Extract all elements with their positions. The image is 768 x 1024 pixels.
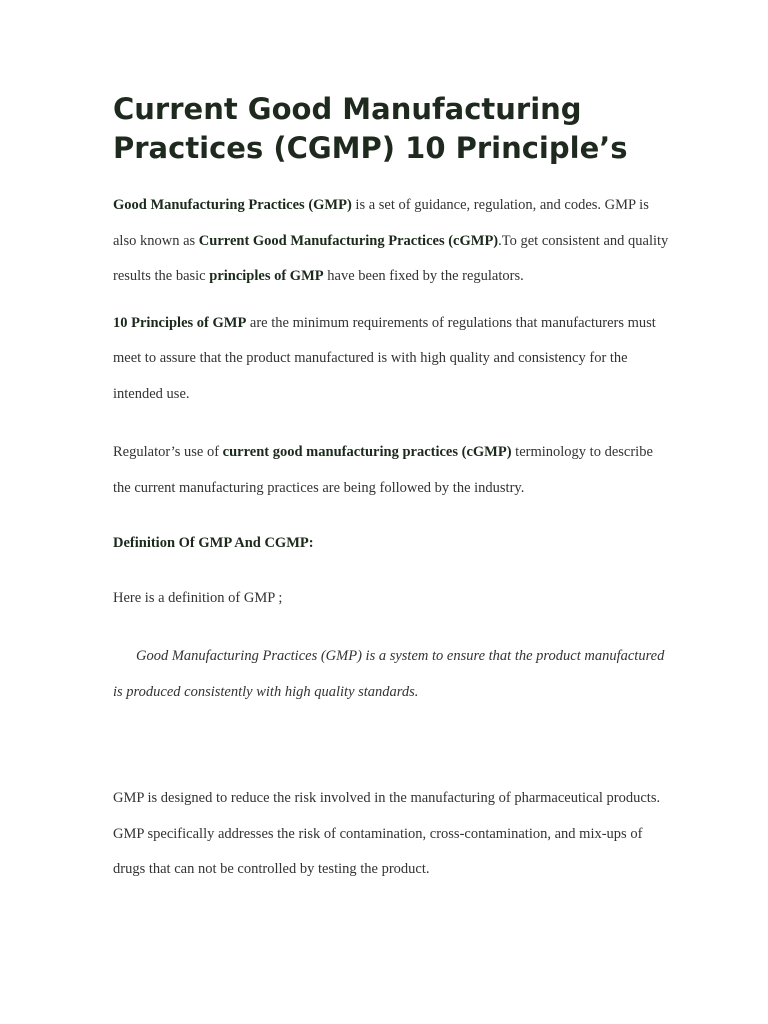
intro-text-1: is a set of guidance, regulation, and codes. GMP is also known as	[113, 197, 649, 249]
intro-paragraph	[113, 188, 673, 295]
gmp-design-paragraph: GMP is designed to reduce the risk involved in the manufacturing of pharmaceutical products. GMP specifically addresses the risk of contamination, cross-contamination, and mix-ups of drugs that can not be controlled by testing the product.	[113, 790, 661, 877]
document-page	[113, 90, 673, 888]
definition-quote: Good Manufacturing Practices (GMP) is a system to ensure that the product manufactured is produced consistently with high quality standards.	[113, 648, 665, 700]
definition-heading: Definition Of GMP And CGMP:	[113, 535, 314, 551]
regulators-text-2: terminology to describe the current manufacturing practices are being followed by the industry.	[113, 444, 653, 496]
intro-text-2: .To get consistent and quality results the basic	[113, 232, 669, 284]
bold-term-principles: principles of GMP	[209, 268, 324, 284]
bold-term-gmp: Good Manufacturing Practices (GMP)	[113, 197, 352, 213]
bold-term-10-principles: 10 Principles of GMP	[113, 314, 247, 331]
document-title: Current Good Manufacturing Practices (CGMP) 10 Principle’s	[113, 92, 628, 165]
bold-term-cgmp: Current Good Manufacturing Practices (cGMP)	[198, 232, 499, 249]
regulators-paragraph	[113, 435, 673, 506]
regulators-text-1: Regulator’s use of	[113, 444, 223, 460]
bold-term-current-gmp: current good manufacturing practices (cGMP)	[222, 444, 512, 460]
principles-text: are the minimum requirements of regulations that manufacturers must meet to assure that the product manufactured is with high quality and consistency for the intended use.	[113, 314, 656, 402]
definition-intro: Here is a definition of GMP ;	[113, 589, 283, 606]
principles-paragraph	[113, 306, 673, 413]
intro-text-3: have been fixed by the regulators.	[323, 268, 524, 284]
